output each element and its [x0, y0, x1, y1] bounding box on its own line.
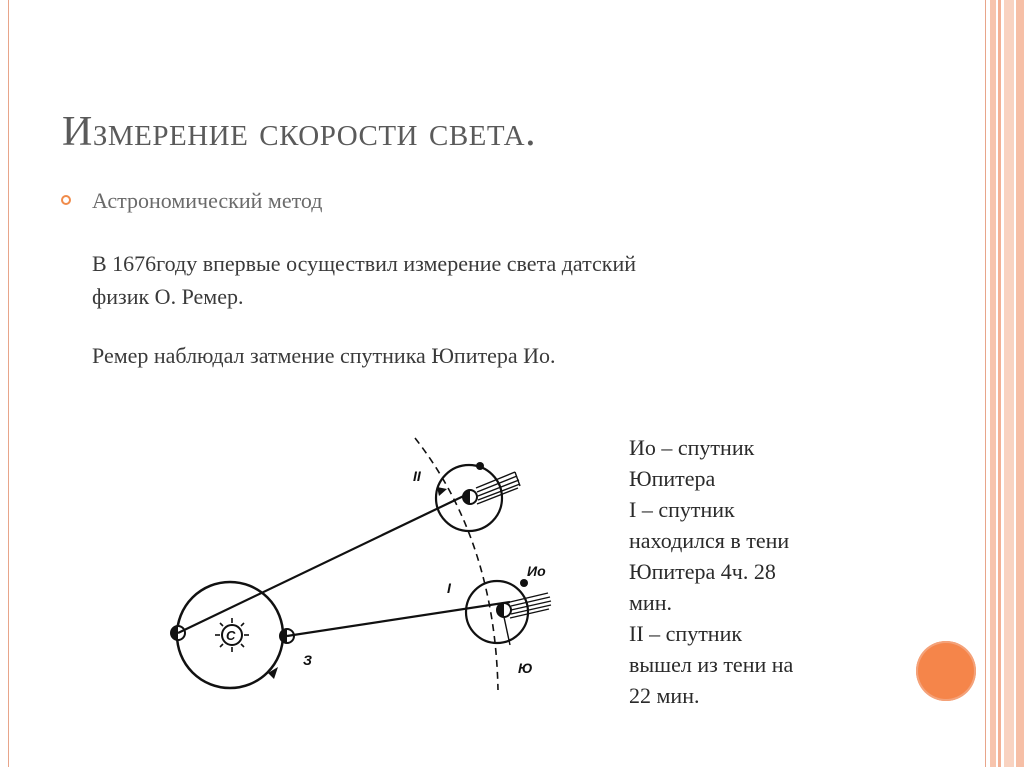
sight-line-1 — [287, 602, 510, 636]
side-note-line: Юпитера — [629, 466, 716, 491]
paragraph-line: физик О. Ремер. — [92, 284, 244, 309]
jupiter-position-2 — [413, 462, 520, 531]
earth-label: З — [303, 652, 312, 668]
side-note-line: Юпитера 4ч. 28 — [629, 559, 776, 584]
position-1-label: I — [447, 580, 451, 596]
jupiter-label: Ю — [518, 660, 533, 676]
jupiter-path — [415, 438, 498, 690]
subheading: Астрономический метод — [92, 188, 323, 213]
paragraph-line: Ремер наблюдал затмение спутника Юпитера Ио. — [92, 343, 556, 368]
side-note-line: находился в тени — [629, 528, 790, 553]
right-border-stripe — [998, 0, 1001, 767]
paragraph-line: В 1676году впервые осуществил измерение света датский — [92, 251, 636, 276]
side-note-line: мин. — [629, 590, 672, 615]
io-label: Ио — [527, 563, 546, 579]
sun-icon — [215, 618, 249, 652]
sun-label: С — [226, 628, 236, 643]
side-note — [629, 432, 793, 711]
right-border-stripe — [1004, 0, 1014, 767]
side-note-line: Ио – спутник — [629, 435, 755, 460]
position-2-label: II — [413, 468, 421, 484]
bullet-icon — [61, 195, 71, 205]
orbit-diagram — [160, 430, 560, 700]
right-border-stripe — [1016, 0, 1024, 767]
side-note-line: I – спутник — [629, 497, 735, 522]
slide-title: Измерение скорости света. — [62, 109, 537, 155]
sight-line-2 — [178, 492, 472, 633]
side-note-line: вышел из тени на — [629, 652, 794, 677]
jupiter-position-1 — [447, 563, 551, 676]
decorative-circle — [916, 641, 976, 701]
right-border-stripe — [990, 0, 996, 767]
side-note-line: 22 мин. — [629, 683, 700, 708]
side-note-line: II – спутник — [629, 621, 743, 646]
